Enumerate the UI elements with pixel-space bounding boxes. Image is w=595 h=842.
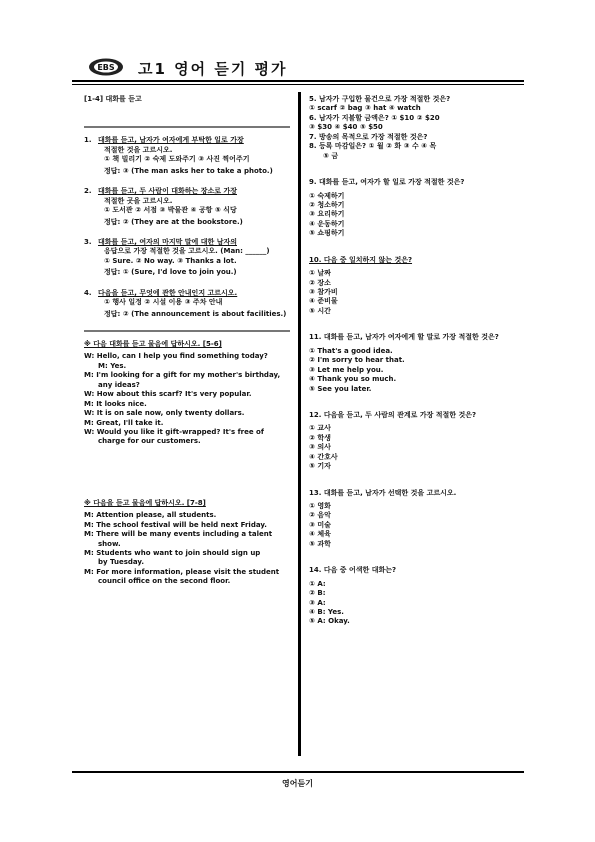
choice-item: ④ 운동하기 xyxy=(309,219,345,228)
choice-item: ① 교사 xyxy=(309,424,331,433)
dialogue-line: M: The school festival will be held next Friday. xyxy=(84,520,267,529)
question-stem xyxy=(84,136,290,145)
question-stem xyxy=(84,238,290,247)
dialogue-line: W: Would you like it gift-wrapped? It's free of xyxy=(84,427,264,436)
answer-line: 6. 남자가 지불할 금액은? ① $10 ② $20 xyxy=(309,113,440,122)
question-item xyxy=(84,187,290,227)
announcement-section xyxy=(84,499,290,587)
dialogue-line: M: Students who want to join should sign up xyxy=(84,549,261,557)
choice-item: ⑤ A: Okay. xyxy=(309,617,350,626)
choice-item: ④ B: Yes. xyxy=(309,607,344,616)
answer-line: 7. 방송의 목적으로 가장 적절한 것은? xyxy=(309,132,428,141)
question-choice: 적절한 곳을 고르시오. xyxy=(104,196,173,205)
choice-item: ① 영화 xyxy=(309,502,331,510)
question-block xyxy=(309,333,523,394)
choice-item: ① That's a good idea. xyxy=(309,346,393,355)
question-stem xyxy=(84,289,290,298)
answer-line: ③ $30 ④ $40 ⑤ $50 xyxy=(309,123,383,132)
answer-line: 5. 남자가 구입한 물건으로 가장 적절한 것은? xyxy=(309,95,451,103)
dialogue-line: W: How about this scarf? It's very popular. xyxy=(84,390,252,399)
question-item xyxy=(84,136,290,176)
dialogue-line: W: It is on sale now, only twenty dollars. xyxy=(84,409,245,418)
answer-line: 8. 등록 마감일은? ① 월 ② 화 ③ 수 ④ 목 xyxy=(309,142,437,151)
choice-item: ② 장소 xyxy=(309,278,331,287)
choice-item: ③ 요리하기 xyxy=(309,210,345,219)
choice-item: ③ A: xyxy=(309,598,326,607)
section-title: ※ 다음 대화를 듣고 물음에 답하시오. [5-6] xyxy=(84,340,222,348)
section-title: ※ 다음을 듣고 물음에 답하시오. [7-8] xyxy=(84,498,206,507)
choice-item: ④ 체육 xyxy=(309,530,331,539)
choice-item: ③ Let me help you. xyxy=(309,365,384,374)
dialogue-line: M: Yes. xyxy=(98,361,127,370)
question-choice: 응답으로 가장 적절한 것을 고르시오. (Man: ______) xyxy=(104,247,270,256)
question-title: 10. 다음 중 일치하지 않는 것은? xyxy=(309,255,413,264)
question-number: 2. xyxy=(84,187,92,196)
left-column xyxy=(84,95,290,601)
answer-line: ① scarf ② bag ③ hat ④ watch xyxy=(309,104,421,113)
choice-item: ② B: xyxy=(309,589,326,598)
dialogue-line: charge for our customers. xyxy=(98,437,201,446)
question-block xyxy=(309,566,523,627)
right-column xyxy=(309,95,523,644)
answer-items xyxy=(309,95,523,161)
dialogue-line: by Tuesday. xyxy=(98,558,145,567)
section-divider xyxy=(84,330,290,332)
question-choice: ① 도서관 ② 서점 ③ 박물관 ④ 공항 ⑤ 식당 xyxy=(104,206,237,215)
question-answer: 정답: ② (The announcement is about facilities.) xyxy=(104,309,287,318)
dialogue-line: council office on the second floor. xyxy=(98,577,231,586)
question-block xyxy=(309,178,523,239)
choice-item: ⑤ 과학 xyxy=(309,539,331,548)
choice-item: ② 청소하기 xyxy=(309,200,345,209)
question-choice: ① 행사 일정 ② 시설 이용 ③ 주차 안내 xyxy=(104,298,223,307)
question-answer: 정답: ② (They are at the bookstore.) xyxy=(104,217,243,226)
question-list xyxy=(84,136,290,319)
dialogue-line: show. xyxy=(98,539,121,548)
choice-item: ④ Thank you so much. xyxy=(309,375,397,384)
question-text: 대화를 듣고, 여자의 마지막 말에 대한 남자의 xyxy=(98,237,237,246)
dialogue-line: M: It looks nice. xyxy=(84,399,147,408)
dialogue-section xyxy=(84,340,290,447)
footer-rule xyxy=(72,771,524,773)
question-text: 대화를 듣고, 남자가 여자에게 부탁한 일로 가장 xyxy=(98,136,244,145)
dialogue-line: M: Attention please, all students. xyxy=(84,511,217,520)
question-choice: ① Sure. ② No way. ③ Thanks a lot. xyxy=(104,256,237,265)
choice-item: ⑤ 기자 xyxy=(309,462,331,471)
question-title: 12. 다음을 듣고, 두 사람의 관계로 가장 적절한 것은? xyxy=(309,410,477,419)
question-title: 11. 대화를 듣고, 남자가 여자에게 할 말로 가장 적절한 것은? xyxy=(309,333,499,342)
question-number: 1. xyxy=(84,136,92,145)
question-block xyxy=(309,411,523,472)
dialogue-line: W: Hello, can I help you find something today? xyxy=(84,352,268,361)
dialogue-line: M: There will be many events including a talent xyxy=(84,530,273,539)
choice-item: ④ 간호사 xyxy=(309,452,338,461)
question-stem xyxy=(84,187,290,196)
choice-item: ③ 의사 xyxy=(309,443,331,452)
question-block xyxy=(309,489,523,550)
question-answer: 정답: ① (Sure, I'd love to join you.) xyxy=(104,268,237,277)
choice-item: ① 숙제하기 xyxy=(309,191,345,200)
question-title: 13. 대화를 듣고, 남자가 선택한 것을 고르시오. xyxy=(309,488,457,497)
choice-item: ② I'm sorry to hear that. xyxy=(309,356,405,365)
question-block xyxy=(309,256,523,317)
dialogue-line: M: I'm looking for a gift for my mother's birthday, xyxy=(84,371,281,380)
footer-text: 영어듣기 xyxy=(282,779,313,788)
question-text: 대화를 듣고, 두 사람이 대화하는 장소로 가장 xyxy=(98,187,237,196)
dialogue-line: M: Great, I'll take it. xyxy=(84,418,164,427)
choice-item: ⑤ 시간 xyxy=(309,306,331,315)
choice-item: ⑤ 쇼핑하기 xyxy=(309,229,345,238)
question-choice: ① 책 빌리기 ② 숙제 도와주기 ③ 사진 찍어주기 xyxy=(104,155,250,164)
question-item xyxy=(84,238,290,278)
ebs-logo xyxy=(88,57,124,77)
answer-line: ⑤ 금 xyxy=(323,151,339,160)
question-title: 9. 대화를 듣고, 여자가 할 일로 가장 적절한 것은? xyxy=(309,178,465,187)
choice-item: ③ 참가비 xyxy=(309,288,338,296)
column-divider xyxy=(298,92,301,756)
section-divider xyxy=(84,126,290,128)
page-title: 고1 영어 듣기 평가 xyxy=(138,60,288,78)
question-answer: 정답: ③ (The man asks her to take a photo.) xyxy=(104,166,273,175)
dialogue-line: any ideas? xyxy=(98,380,140,389)
choice-item: ④ 준비물 xyxy=(309,297,338,306)
header-rule xyxy=(72,80,524,82)
question-choice: 적절한 것을 고르시오. xyxy=(104,145,173,154)
question-title: 14. 다음 중 어색한 대화는? xyxy=(309,566,397,575)
choice-item: ③ 미술 xyxy=(309,520,331,529)
choice-item: ② 음악 xyxy=(309,511,331,520)
choice-item: ② 학생 xyxy=(309,433,331,442)
choice-item: ① A: xyxy=(309,579,326,588)
choice-item: ① 날짜 xyxy=(309,269,331,278)
logo-text: EBS xyxy=(97,63,115,72)
header-rule-thin xyxy=(72,84,524,85)
question-number: 4. xyxy=(84,288,92,297)
question-text: 다음을 듣고, 무엇에 관한 안내인지 고르시오. xyxy=(98,288,238,297)
dialogue-line: M: For more information, please visit the student xyxy=(84,567,280,576)
intro-text: [1-4] 대화를 듣고 xyxy=(84,95,142,103)
question-number: 3. xyxy=(84,237,92,246)
choice-item: ⑤ See you later. xyxy=(309,384,372,393)
question-item xyxy=(84,289,290,319)
